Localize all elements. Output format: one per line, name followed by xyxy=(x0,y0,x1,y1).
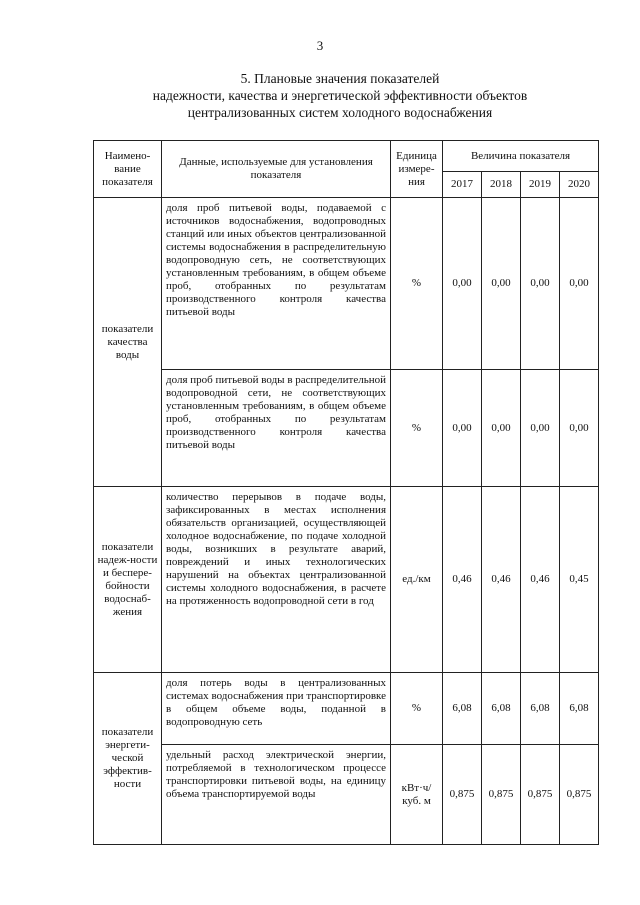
header-year: 2019 xyxy=(521,172,560,198)
title-line-1: 5. Плановые значения показателей xyxy=(240,71,440,86)
group-name: показатели качества воды xyxy=(94,198,162,487)
table-row xyxy=(94,673,599,745)
header-value: Величина показателя xyxy=(443,141,599,172)
title-line-3: централизованных систем холодного водоснабжения xyxy=(187,105,493,120)
table-row xyxy=(94,487,599,673)
header-year: 2018 xyxy=(482,172,521,198)
indicators-table xyxy=(93,140,599,845)
row-value: 6,08 xyxy=(482,673,521,745)
row-data: количество перерывов в подаче воды, зафиксированных в местах исполнения обязательств организацией, осуществляющей холодное водоснабжение, по подаче холодной воды, возникших в результате аварий, повреждений и иных технологических нарушений на объектах централизованной системы холодного водоснабжения, в расчете на протяженность водопроводной сети в год xyxy=(162,487,391,673)
row-value: 0,46 xyxy=(482,487,521,673)
header-year: 2020 xyxy=(560,172,599,198)
row-value: 0,45 xyxy=(560,487,599,673)
row-value: 0,875 xyxy=(482,745,521,845)
table-row xyxy=(94,745,599,845)
header-year: 2017 xyxy=(443,172,482,198)
row-unit: % xyxy=(391,198,443,370)
row-value: 0,00 xyxy=(482,198,521,370)
row-data: доля проб питьевой воды, подаваемой с источников водоснабжения, водопроводных станций или иных объектов централизованной системы водоснабжения в распределительную водопроводную сеть, не соответствующих установленным требованиям, в общем объеме проб, отобранных по результатам производственного контроля качества питьевой воды xyxy=(162,198,391,370)
row-value: 0,00 xyxy=(560,370,599,487)
row-data: удельный расход электрической энергии, потребляемой в технологическом процессе транспортировки питьевой воды, на единицу объема транспортируемой воды xyxy=(162,745,391,845)
row-unit: % xyxy=(391,673,443,745)
row-value: 0,00 xyxy=(521,370,560,487)
group-name: показатели надеж-ности и беспере-бойности водоснаб-жения xyxy=(94,487,162,673)
row-value: 0,00 xyxy=(560,198,599,370)
row-data: доля потерь воды в централизованных системах водоснабжения при транспортировке в общем объеме воды, поданной в водопроводную сеть xyxy=(162,673,391,745)
row-value: 0,46 xyxy=(521,487,560,673)
row-value: 6,08 xyxy=(443,673,482,745)
group-name: показатели энергети-ческой эффектив-ности xyxy=(94,673,162,845)
row-unit: кВт·ч/ куб. м xyxy=(391,745,443,845)
row-value: 0,875 xyxy=(560,745,599,845)
row-value: 0,00 xyxy=(443,370,482,487)
section-title xyxy=(90,70,590,121)
row-value: 0,875 xyxy=(443,745,482,845)
row-data: доля проб питьевой воды в распределительной водопроводной сети, не соответствующих установленным требованиям, в общем объеме проб, отобранных по результатам производственного контроля качества питьевой воды xyxy=(162,370,391,487)
row-value: 6,08 xyxy=(560,673,599,745)
table-row xyxy=(94,198,599,370)
row-unit: ед./км xyxy=(391,487,443,673)
title-line-2: надежности, качества и энергетической эффективности объектов xyxy=(152,88,528,103)
page-number: 3 xyxy=(316,38,324,53)
header-name: Наимено-вание показателя xyxy=(94,141,162,198)
row-unit: % xyxy=(391,370,443,487)
row-value: 0,00 xyxy=(521,198,560,370)
row-value: 0,00 xyxy=(482,370,521,487)
header-unit: Единица измере-ния xyxy=(391,141,443,198)
header-data: Данные, используемые для установления показателя xyxy=(162,141,391,198)
row-value: 0,00 xyxy=(443,198,482,370)
row-value: 6,08 xyxy=(521,673,560,745)
row-value: 0,875 xyxy=(521,745,560,845)
row-value: 0,46 xyxy=(443,487,482,673)
table-row xyxy=(94,370,599,487)
